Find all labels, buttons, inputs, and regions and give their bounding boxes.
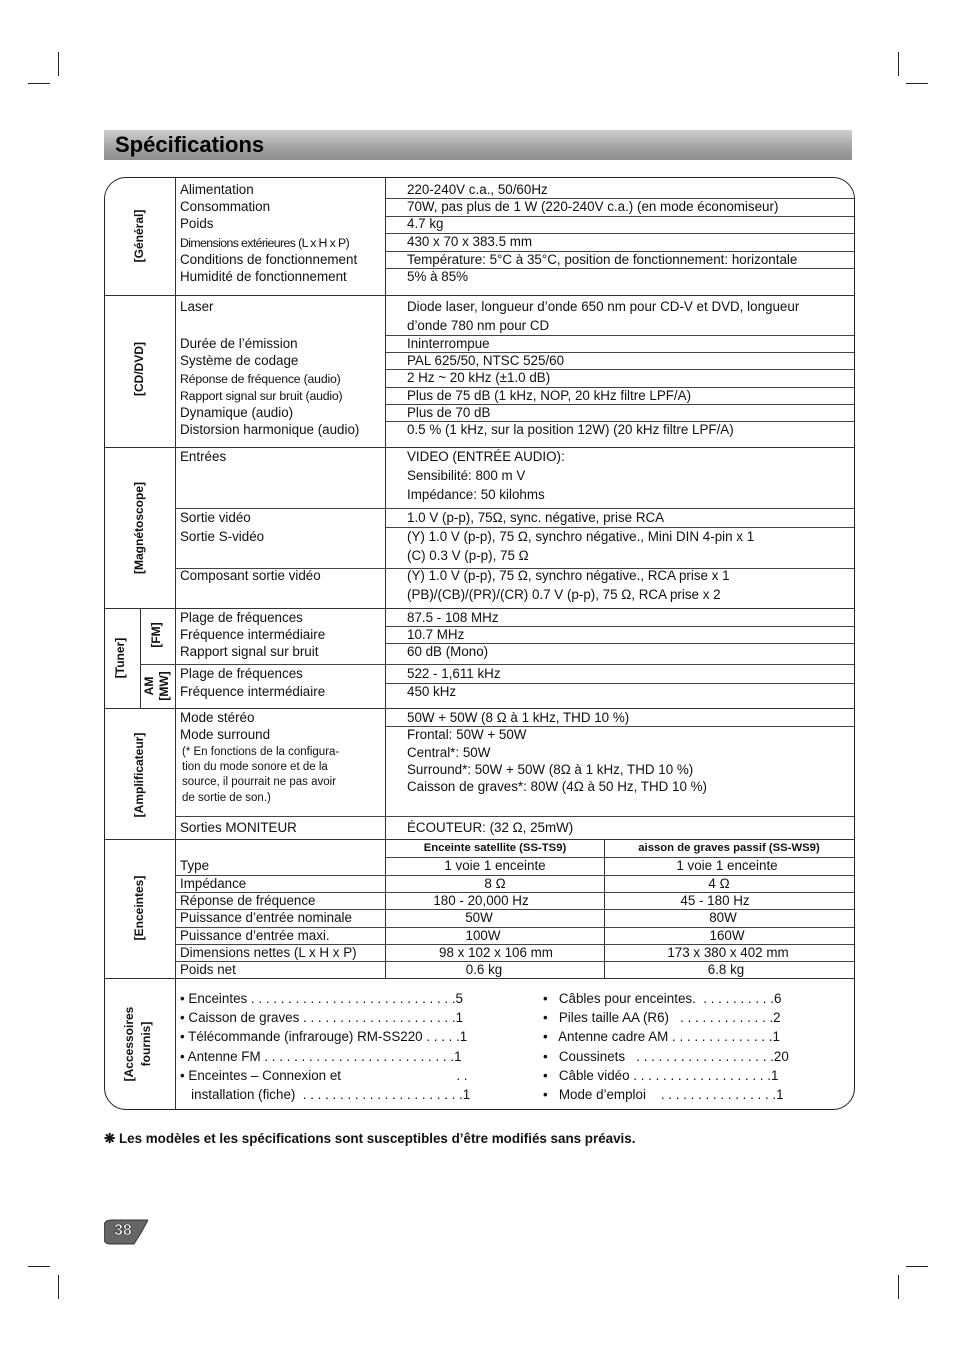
- spec-label: Humidité de fonctionnement: [180, 269, 347, 284]
- speaker-label: Dimensions nettes (L x H x P): [180, 945, 357, 960]
- spec-value: Température: 5°C à 35°C, position de fonctionnement: horizontale: [407, 252, 798, 267]
- spec-label: Rapport signal sur bruit (audio): [180, 389, 343, 403]
- speaker-label: Puissance d’entrée nominale: [180, 910, 352, 925]
- speaker-value: 100W: [465, 928, 501, 943]
- spec-label: Rapport signal sur bruit: [180, 644, 319, 659]
- spec-label: Durée de l’émission: [180, 336, 298, 351]
- accessory-item: • Caisson de graves . . . . . . . . . . . . . . . . . . . . .1: [180, 1010, 464, 1025]
- accessory-item: • Antenne cadre AM . . . . . . . . . . . . . .1: [543, 1029, 780, 1044]
- section-label-cddvd: [CD/DVD]: [132, 342, 146, 396]
- speaker-value: 160W: [709, 928, 745, 943]
- spec-value: (Y) 1.0 V (p-p), 75 Ω, synchro négative., Mini DIN 4-pin x 1: [407, 529, 755, 544]
- spec-value: Surround*: 50W + 50W (8Ω à 1 kHz, THD 10 %): [407, 762, 694, 777]
- section-divider: [105, 608, 854, 609]
- row-line: [175, 961, 855, 962]
- section-divider: [105, 447, 854, 448]
- spec-label: Réponse de fréquence (audio): [180, 372, 341, 386]
- speaker-value: 173 x 380 x 402 mm: [667, 945, 789, 960]
- speaker-label: Réponse de fréquence: [180, 893, 316, 908]
- spec-value: (Y) 1.0 V (p-p), 75 Ω, synchro négative., RCA prise x 1: [407, 568, 730, 583]
- section-label-general: [Général]: [132, 209, 146, 263]
- row-line: [175, 508, 855, 509]
- spec-value: (PB)/(CB)/(PR)/(CR) 0.7 V (p-p), 75 Ω, RCA prise x 2: [407, 587, 721, 602]
- column-divider: [140, 608, 141, 708]
- title-bar: [104, 130, 852, 160]
- spec-value: Ininterrompue: [407, 336, 490, 351]
- spec-value: Plus de 70 dB: [407, 405, 491, 420]
- spec-value: 430 x 70 x 383.5 mm: [407, 234, 533, 249]
- spec-value: Plus de 75 dB (1 kHz, NOP, 20 kHz filtre LPF/A): [407, 388, 692, 403]
- section-label-tuner: [Tuner]: [113, 637, 127, 679]
- section-divider: [105, 295, 854, 296]
- row-line: [175, 816, 855, 817]
- spec-label: Système de codage: [180, 353, 299, 368]
- spec-label: Plage de fréquences: [180, 610, 303, 625]
- section-label-fm: [FM]: [149, 622, 163, 648]
- crop-mark: [898, 52, 899, 76]
- spec-label: Dimensions extérieures (L x H x P): [180, 236, 350, 250]
- spec-value: 1.0 V (p-p), 75Ω, sync. négative, prise RCA: [407, 510, 665, 525]
- speaker-label: Puissance d’entrée maxi.: [180, 928, 330, 943]
- spec-value: 10.7 MHz: [407, 627, 465, 642]
- column-divider: [175, 178, 176, 978]
- accessory-item: installation (fiche) . . . . . . . . . . . . . . . . . . . . . .1: [180, 1087, 471, 1102]
- spec-label: Mode surround: [180, 727, 271, 742]
- section-label-amp: [Amplificateur]: [132, 732, 146, 818]
- accessory-item: • Mode d’emploi . . . . . . . . . . . . . . . .1: [543, 1087, 784, 1102]
- spec-value: 220-240V c.a., 50/60Hz: [407, 182, 548, 197]
- spec-value: Diode laser, longueur d’onde 650 nm pour CD-V et DVD, longueur: [407, 299, 800, 314]
- section-label-speakers: [Enceintes]: [132, 875, 146, 941]
- spec-value: d’onde 780 nm pour CD: [407, 318, 550, 333]
- speaker-value: 50W: [465, 910, 493, 925]
- crop-mark: [28, 83, 50, 84]
- spec-label: Composant sortie vidéo: [180, 568, 321, 583]
- spec-label: Mode stéréo: [180, 710, 255, 725]
- spec-label: Plage de fréquences: [180, 666, 303, 681]
- spec-value: 50W + 50W (8 Ω à 1 kHz, THD 10 %): [407, 710, 630, 725]
- section-label-am: AM: [142, 676, 156, 696]
- speaker-value: 1 voie 1 enceinte: [676, 858, 778, 873]
- spec-value: 4.7 kg: [407, 216, 444, 231]
- section-label-accessories-2: fournis]: [139, 1021, 153, 1067]
- spec-value: (C) 0.3 V (p-p), 75 Ω: [407, 548, 529, 563]
- speaker-value: 98 x 102 x 106 mm: [439, 945, 553, 960]
- spec-value: 0.5 % (1 kHz, sur la position 12W) (20 kHz filtre LPF/A): [407, 422, 734, 437]
- accessory-item: • Câbles pour enceintes. . . . . . . . . . .6: [543, 991, 782, 1006]
- spec-label: Sorties MONITEUR: [180, 820, 297, 835]
- accessory-item: • Antenne FM . . . . . . . . . . . . . . . . . . . . . . . . . .1: [180, 1049, 462, 1064]
- accessory-item: • Enceintes – Connexion et . .: [180, 1068, 468, 1083]
- spec-value: 5% à 85%: [407, 269, 469, 284]
- section-divider: [105, 978, 854, 979]
- speaker-label: Poids net: [180, 962, 236, 977]
- spec-value: 2 Hz ~ 20 kHz (±1.0 dB): [407, 370, 551, 385]
- speaker-column-header: Enceinte satellite (SS-TS9): [423, 842, 567, 854]
- speaker-label: Impédance: [180, 876, 247, 891]
- crop-mark: [58, 1275, 59, 1299]
- speaker-value: 4 Ω: [708, 876, 730, 891]
- crop-mark: [906, 83, 928, 84]
- spec-value: Central*: 50W: [407, 745, 491, 760]
- spec-label: Alimentation: [180, 182, 254, 197]
- accessory-item: • Coussinets . . . . . . . . . . . . . . . . . . .20: [543, 1049, 789, 1064]
- crop-mark: [58, 52, 59, 76]
- spec-label: Entrées: [180, 449, 227, 464]
- section-label-mw: [MW]: [157, 671, 171, 701]
- spec-label: Laser: [180, 299, 214, 314]
- spec-label: Sortie vidéo: [180, 510, 251, 525]
- subsection-divider: [140, 664, 855, 665]
- speaker-column-header: aisson de graves passif (SS-WS9): [638, 842, 820, 854]
- spec-value: 60 dB (Mono): [407, 644, 489, 659]
- page-title: Spécifications: [115, 132, 265, 157]
- spec-value: Sensibilité: 800 m V: [407, 468, 526, 483]
- spec-value: 87.5 - 108 MHz: [407, 610, 499, 625]
- surround-note: source, il pourrait ne pas avoir: [182, 776, 337, 788]
- spec-value: PAL 625/50, NTSC 525/60: [407, 353, 565, 368]
- speaker-value: 8 Ω: [484, 876, 506, 891]
- page-number-badge: [104, 1219, 148, 1245]
- spec-value: Impédance: 50 kilohms: [407, 487, 545, 502]
- surround-note: (* En fonctions de la configura-: [182, 746, 340, 758]
- spec-label: Distorsion harmonique (audio): [180, 422, 360, 437]
- row-line: [385, 527, 855, 528]
- row-line: [175, 875, 855, 876]
- crop-mark: [28, 1266, 50, 1267]
- spec-label: Sortie S-vidéo: [180, 529, 265, 544]
- speaker-label: Type: [180, 858, 210, 873]
- crop-mark: [898, 1275, 899, 1299]
- column-divider: [175, 978, 176, 1110]
- spec-table: [104, 177, 855, 1110]
- speaker-value: 0.6 kg: [465, 962, 503, 977]
- speaker-value: 45 - 180 Hz: [680, 893, 750, 908]
- spec-value: 450 kHz: [407, 684, 457, 699]
- spec-label: Fréquence intermédiaire: [180, 684, 326, 699]
- speaker-value: 1 voie 1 enceinte: [444, 858, 546, 873]
- spec-label: Fréquence intermédiaire: [180, 627, 326, 642]
- spec-value: Caisson de graves*: 80W (4Ω à 50 Hz, THD 10 %): [407, 779, 708, 794]
- spec-label: Poids: [180, 216, 214, 231]
- speaker-value: 6.8 kg: [707, 962, 745, 977]
- spec-value: ÉCOUTEUR: (32 Ω, 25mW): [407, 820, 574, 835]
- spec-value: 522 - 1,611 kHz: [407, 666, 501, 681]
- speaker-value: 180 - 20,000 Hz: [433, 893, 529, 908]
- spec-label: Dynamique (audio): [180, 405, 294, 420]
- spec-label: Conditions de fonctionnement: [180, 252, 358, 267]
- row-line: [385, 216, 855, 217]
- section-label-accessories: [Accessoires: [122, 1006, 136, 1082]
- speaker-value: 80W: [709, 910, 737, 925]
- accessory-item: • Télécommande (infrarouge) RM-SS220 . . . . .1: [180, 1029, 468, 1044]
- crop-mark: [906, 1266, 928, 1267]
- section-label-vcr: [Magnétoscope]: [132, 481, 146, 575]
- spec-value: 70W, pas plus de 1 W (220-240V c.a.) (en mode économiseur): [407, 199, 779, 214]
- surround-note: tion du mode sonore et de la: [182, 761, 328, 773]
- surround-note: de sortie de son.): [182, 792, 271, 804]
- section-divider: [105, 708, 854, 709]
- spec-value: Frontal: 50W + 50W: [407, 727, 527, 742]
- accessory-item: • Câble vidéo . . . . . . . . . . . . . . . . . . .1: [543, 1068, 779, 1083]
- accessory-item: • Piles taille AA (R6) . . . . . . . . . . . . .2: [543, 1010, 781, 1025]
- footnote: ❋ Les modèles et les spécifications sont susceptibles d’être modifiés sans préavis.: [104, 1131, 636, 1146]
- spec-value: VIDEO (ENTRÉE AUDIO):: [407, 449, 565, 464]
- spec-label: Consommation: [180, 199, 271, 214]
- accessory-item: • Enceintes . . . . . . . . . . . . . . . . . . . . . . . . . . . .5: [180, 991, 464, 1006]
- page-number: 38: [114, 1222, 132, 1239]
